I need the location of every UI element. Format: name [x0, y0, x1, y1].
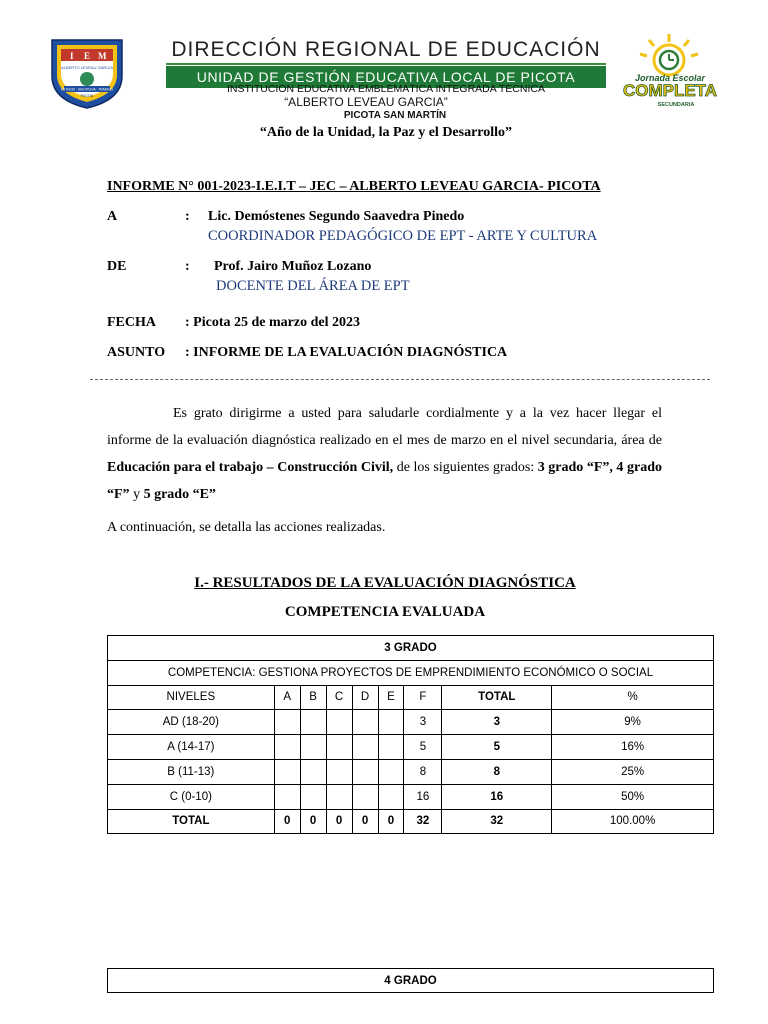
- intro-paragraph: [107, 400, 662, 508]
- cell-e: 0: [378, 809, 404, 834]
- to-name: Lic. Demóstenes Segundo Saavedra Pinedo: [208, 209, 465, 224]
- subject-label: ASUNTO: [107, 345, 166, 360]
- header-cell: A: [274, 685, 300, 710]
- cell-percent: 50%: [552, 784, 714, 809]
- school-name: “ALBERTO LEVEAU GARCIA”: [284, 95, 448, 109]
- cell-f: 8: [404, 759, 442, 784]
- table-grade-title: 3 GRADO: [108, 636, 714, 661]
- table-row: [108, 710, 714, 735]
- cell-percent: 16%: [552, 735, 714, 760]
- ugel-banner: UNIDAD DE GESTIÓN EDUCATIVA LOCAL DE PICOTA: [166, 66, 606, 88]
- from-separator: :: [185, 259, 190, 274]
- cell-b: [300, 710, 326, 735]
- dre-title: DIRECCIÓN REGIONAL DE EDUCACIÓN: [171, 38, 601, 61]
- crest-place-text: PICOTA: [80, 94, 94, 98]
- logo-secundaria-text: SECUNDARIA: [657, 102, 695, 108]
- cell-f: 32: [404, 809, 442, 834]
- cell-nivel: AD (18-20): [108, 710, 275, 735]
- results-table-3-grado: [107, 635, 714, 834]
- from-name: Prof. Jairo Muñoz Lozano: [214, 259, 372, 274]
- logo-completa-text: COMPLETA: [622, 81, 718, 100]
- cell-total: 5: [442, 735, 552, 760]
- cell-d: [352, 784, 378, 809]
- logo-jornada-text: Jornada Escolar: [634, 73, 706, 83]
- intro-text-1: Es grato dirigirme a usted para saludarle cordialmente y a la vez hacer llegar el informe de la evaluación diagnóstica realizado en el mes de marzo en el nivel secundaria, área de: [107, 406, 662, 448]
- date-label: FECHA: [107, 315, 156, 330]
- crest-initial-e: E: [84, 51, 91, 61]
- cell-d: [352, 759, 378, 784]
- header-cell: D: [352, 685, 378, 710]
- cell-nivel: B (11-13): [108, 759, 275, 784]
- continuation-text: A continuación, se detalla las acciones realizadas.: [107, 520, 386, 535]
- cell-b: [300, 735, 326, 760]
- cell-f: 5: [404, 735, 442, 760]
- cell-e: [378, 710, 404, 735]
- header-cell: NIVELES: [108, 685, 275, 710]
- cell-total: 32: [442, 809, 552, 834]
- intro-text-2: de los siguientes grados:: [393, 460, 538, 475]
- table-header-row: [108, 685, 714, 710]
- year-motto: “Año de la Unidad, la Paz y el Desarrollo”: [259, 125, 513, 140]
- table-row: [108, 784, 714, 809]
- intro-grades-1: 3 grado “F”, 4 grado “F”: [107, 460, 662, 502]
- table-4-grado-title: 4 GRADO: [107, 968, 714, 993]
- title-divider: [166, 63, 606, 65]
- jornada-escolar-completa-logo: [616, 32, 722, 110]
- crest-ring-text: ALBERTO LEVEAU GARCIA: [61, 65, 113, 70]
- school-crest-logo: [48, 36, 126, 110]
- cell-b: 0: [300, 809, 326, 834]
- cell-f: 3: [404, 710, 442, 735]
- cell-d: [352, 735, 378, 760]
- cell-percent: 25%: [552, 759, 714, 784]
- table-row: [108, 759, 714, 784]
- cell-percent: 100.00%: [552, 809, 714, 834]
- intro-area: Educación para el trabajo – Construcción Civil,: [107, 460, 394, 475]
- crest-banner-text: ESTUDIO - DISCIPLINA - TRABAJO: [60, 87, 114, 92]
- cell-total: 16: [442, 784, 552, 809]
- to-role: COORDINADOR PEDAGÓGICO DE EPT - ARTE Y CULTURA: [208, 228, 598, 244]
- cell-c: [326, 784, 352, 809]
- cell-total: 8: [442, 759, 552, 784]
- section-subtitle: COMPETENCIA EVALUADA: [284, 604, 486, 620]
- table-row: [108, 735, 714, 760]
- header-cell: %: [552, 685, 714, 710]
- section-title: I.- RESULTADOS DE LA EVALUACIÓN DIAGNÓSTICA: [194, 575, 576, 591]
- dashed-separator: [90, 379, 710, 380]
- cell-a: 0: [274, 809, 300, 834]
- cell-d: 0: [352, 809, 378, 834]
- header-cell: B: [300, 685, 326, 710]
- cell-total: 3: [442, 710, 552, 735]
- institution-name: INSTITUCIÓN EDUCATIVA EMBLEMÁTICA INTEGRADA TÉCNICA: [227, 84, 545, 92]
- city-name: PICOTA SAN MARTÍN: [343, 110, 447, 121]
- cell-e: [378, 735, 404, 760]
- to-separator: :: [185, 209, 190, 224]
- crest-initial-i: I: [70, 51, 74, 61]
- subject-value: : INFORME DE LA EVALUACIÓN DIAGNÓSTICA: [185, 345, 508, 360]
- cell-a: [274, 710, 300, 735]
- crest-initial-m: M: [98, 51, 107, 61]
- report-title: INFORME N° 001-2023-I.E.I.T – JEC – ALBERTO LEVEAU GARCIA- PICOTA: [107, 179, 601, 194]
- header-cell: C: [326, 685, 352, 710]
- cell-percent: 9%: [552, 710, 714, 735]
- cell-nivel: A (14-17): [108, 735, 275, 760]
- header-cell: F: [404, 685, 442, 710]
- cell-nivel: TOTAL: [108, 809, 275, 834]
- cell-a: [274, 784, 300, 809]
- cell-c: [326, 759, 352, 784]
- cell-nivel: C (0-10): [108, 784, 275, 809]
- cell-b: [300, 759, 326, 784]
- header-cell: TOTAL: [442, 685, 552, 710]
- cell-e: [378, 759, 404, 784]
- intro-grades-2: 5 grado “E”: [143, 487, 216, 502]
- intro-text-3: y: [129, 487, 144, 502]
- cell-e: [378, 784, 404, 809]
- cell-a: [274, 735, 300, 760]
- cell-a: [274, 759, 300, 784]
- table-competence: COMPETENCIA: GESTIONA PROYECTOS DE EMPRENDIMIENTO ECONÓMICO O SOCIAL: [108, 660, 714, 685]
- header-cell: E: [378, 685, 404, 710]
- cell-c: [326, 710, 352, 735]
- to-label: A: [107, 209, 118, 224]
- from-label: DE: [107, 259, 127, 274]
- cell-b: [300, 784, 326, 809]
- cell-c: [326, 735, 352, 760]
- cell-f: 16: [404, 784, 442, 809]
- cell-d: [352, 710, 378, 735]
- cell-c: 0: [326, 809, 352, 834]
- from-role: DOCENTE DEL ÁREA DE EPT: [216, 278, 410, 294]
- table-total-row: [108, 809, 714, 834]
- date-value: : Picota 25 de marzo del 2023: [185, 315, 360, 330]
